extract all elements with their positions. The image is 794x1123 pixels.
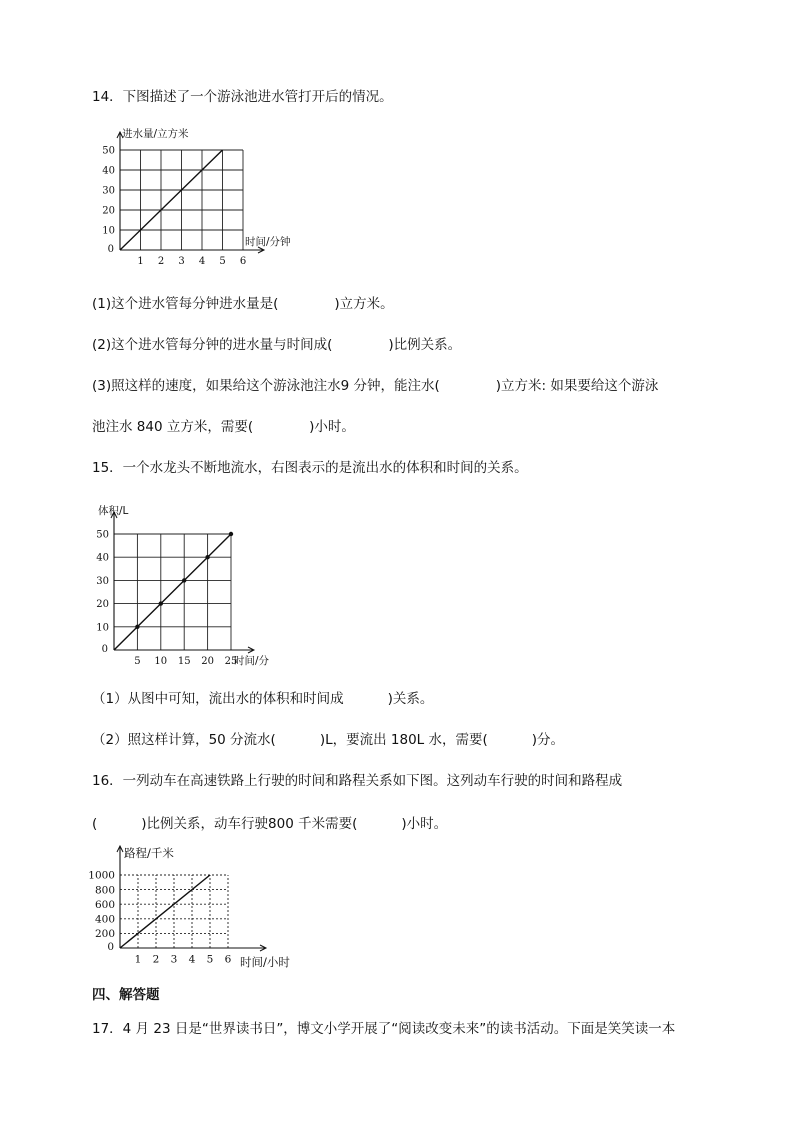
y-tick-label: 20: [102, 205, 115, 217]
section-title: 四、解答题: [92, 987, 160, 1003]
y-tick-label: 1000: [88, 869, 115, 882]
q15-part2-text-c: )分。: [531, 732, 565, 748]
chart-train-distance: [88, 842, 318, 972]
q15-part1-text-a: （1）从图中可知，流出水的体积和时间成: [92, 691, 344, 707]
y-tick-label: 40: [96, 552, 109, 564]
q15-part2: [92, 731, 564, 749]
q14-part3-text-a: (3)照这样的速度，如果给这个游泳池注水9 分钟，能注水(: [92, 378, 440, 394]
x-tick-label: 2: [157, 256, 165, 267]
q16-part1-text-c: )小时。: [401, 816, 448, 832]
q14-part4-text-a: 池注水 840 立方米，需要(: [92, 419, 254, 435]
q14-part1: [92, 295, 394, 313]
y-tick-label: 600: [94, 898, 115, 911]
q14-part1-text-b: )立方米。: [334, 296, 394, 312]
data-point: [182, 578, 186, 582]
x-tick-label: 3: [170, 953, 178, 966]
y-tick-label: 50: [102, 145, 115, 157]
q14-part2-text-b: )比例关系。: [388, 337, 462, 353]
x-tick-label: 4: [198, 256, 206, 267]
q16-part1-text-a: (: [92, 816, 98, 832]
y-tick-label: 0: [107, 244, 114, 255]
data-point: [205, 555, 209, 559]
x-tick-label: 6: [224, 953, 232, 966]
data-point: [229, 532, 233, 536]
y-tick-label: 30: [102, 185, 115, 197]
x-tick-label: 20: [201, 656, 214, 667]
y-tick-label: 20: [96, 599, 109, 611]
q15-part1: [92, 690, 433, 708]
q14-part1-text-a: (1)这个进水管每分钟进水量是(: [92, 296, 279, 312]
q14-part2: [92, 336, 461, 354]
q14-stem: 14．下图描述了一个游泳池进水管打开后的情况。: [92, 89, 393, 105]
y-axis-title: 体积/L: [98, 505, 129, 517]
x-axis-title: 时间/分: [234, 655, 270, 667]
q16-stem: 16．一列动车在高速铁路上行驶的时间和路程关系如下图。这列动车行驶的时间和路程成: [92, 773, 623, 789]
q14-part4-text-b: )小时。: [309, 419, 355, 435]
q17-stem: 17．4 月 23 日是“世界读书日”，博文小学开展了“阅读改变未来”的读书活动。下面是笑笑读一本: [92, 1021, 676, 1037]
q14-part3: [92, 377, 658, 395]
y-axis-title: 进水量/立方米: [122, 128, 189, 140]
q16-part1: [92, 815, 447, 833]
y-tick-label: 0: [107, 941, 114, 954]
y-tick-label: 200: [94, 928, 115, 941]
x-tick-label: 15: [177, 656, 191, 667]
chart-faucet-volume: [92, 500, 302, 672]
y-tick-label: 10: [96, 622, 109, 634]
q14-part2-text-a: (2)这个进水管每分钟的进水量与时间成(: [92, 337, 333, 353]
x-axis-title: 时间/小时: [240, 955, 290, 969]
q14-part3-text-b: )立方米: 如果要给这个游泳: [495, 378, 659, 394]
x-tick-label: 10: [154, 656, 168, 667]
x-tick-label: 3: [178, 256, 185, 267]
q15-part2-text-a: （2）照这样计算，50 分流水(: [92, 732, 276, 748]
x-axis-title: 时间/分钟: [245, 236, 291, 248]
q15-part1-text-b: )关系。: [387, 691, 434, 707]
y-tick-label: 10: [102, 225, 115, 237]
q15-part2-text-b: )L，要流出 180L 水，需要(: [319, 732, 488, 748]
x-tick-label: 1: [134, 953, 142, 966]
data-point: [135, 625, 139, 629]
y-tick-label: 400: [94, 913, 115, 926]
q15-stem: 15．一个水龙头不断地流水，右图表示的是流出水的体积和时间的关系。: [92, 460, 528, 476]
y-tick-label: 40: [102, 165, 115, 177]
x-tick-label: 1: [137, 256, 144, 267]
data-point: [159, 601, 163, 605]
q14-part4: [92, 418, 355, 436]
x-tick-label: 6: [239, 256, 247, 267]
series-line: [114, 534, 231, 650]
q16-part1-text-b: )比例关系，动车行驶800 千米需要(: [141, 816, 358, 832]
x-tick-label: 25: [224, 656, 238, 667]
x-tick-label: 2: [152, 953, 160, 966]
y-axis-title: 路程/千米: [124, 846, 174, 860]
y-tick-label: 800: [94, 884, 115, 897]
chart-pool-inflow: [92, 124, 312, 274]
x-tick-label: 5: [134, 656, 141, 667]
series-line: [120, 875, 210, 948]
y-tick-label: 0: [101, 644, 108, 655]
x-tick-label: 4: [188, 953, 196, 966]
x-tick-label: 5: [219, 256, 226, 267]
x-tick-label: 5: [206, 953, 214, 966]
series-line: [120, 150, 223, 250]
y-tick-label: 50: [96, 529, 109, 541]
y-tick-label: 30: [96, 575, 109, 587]
